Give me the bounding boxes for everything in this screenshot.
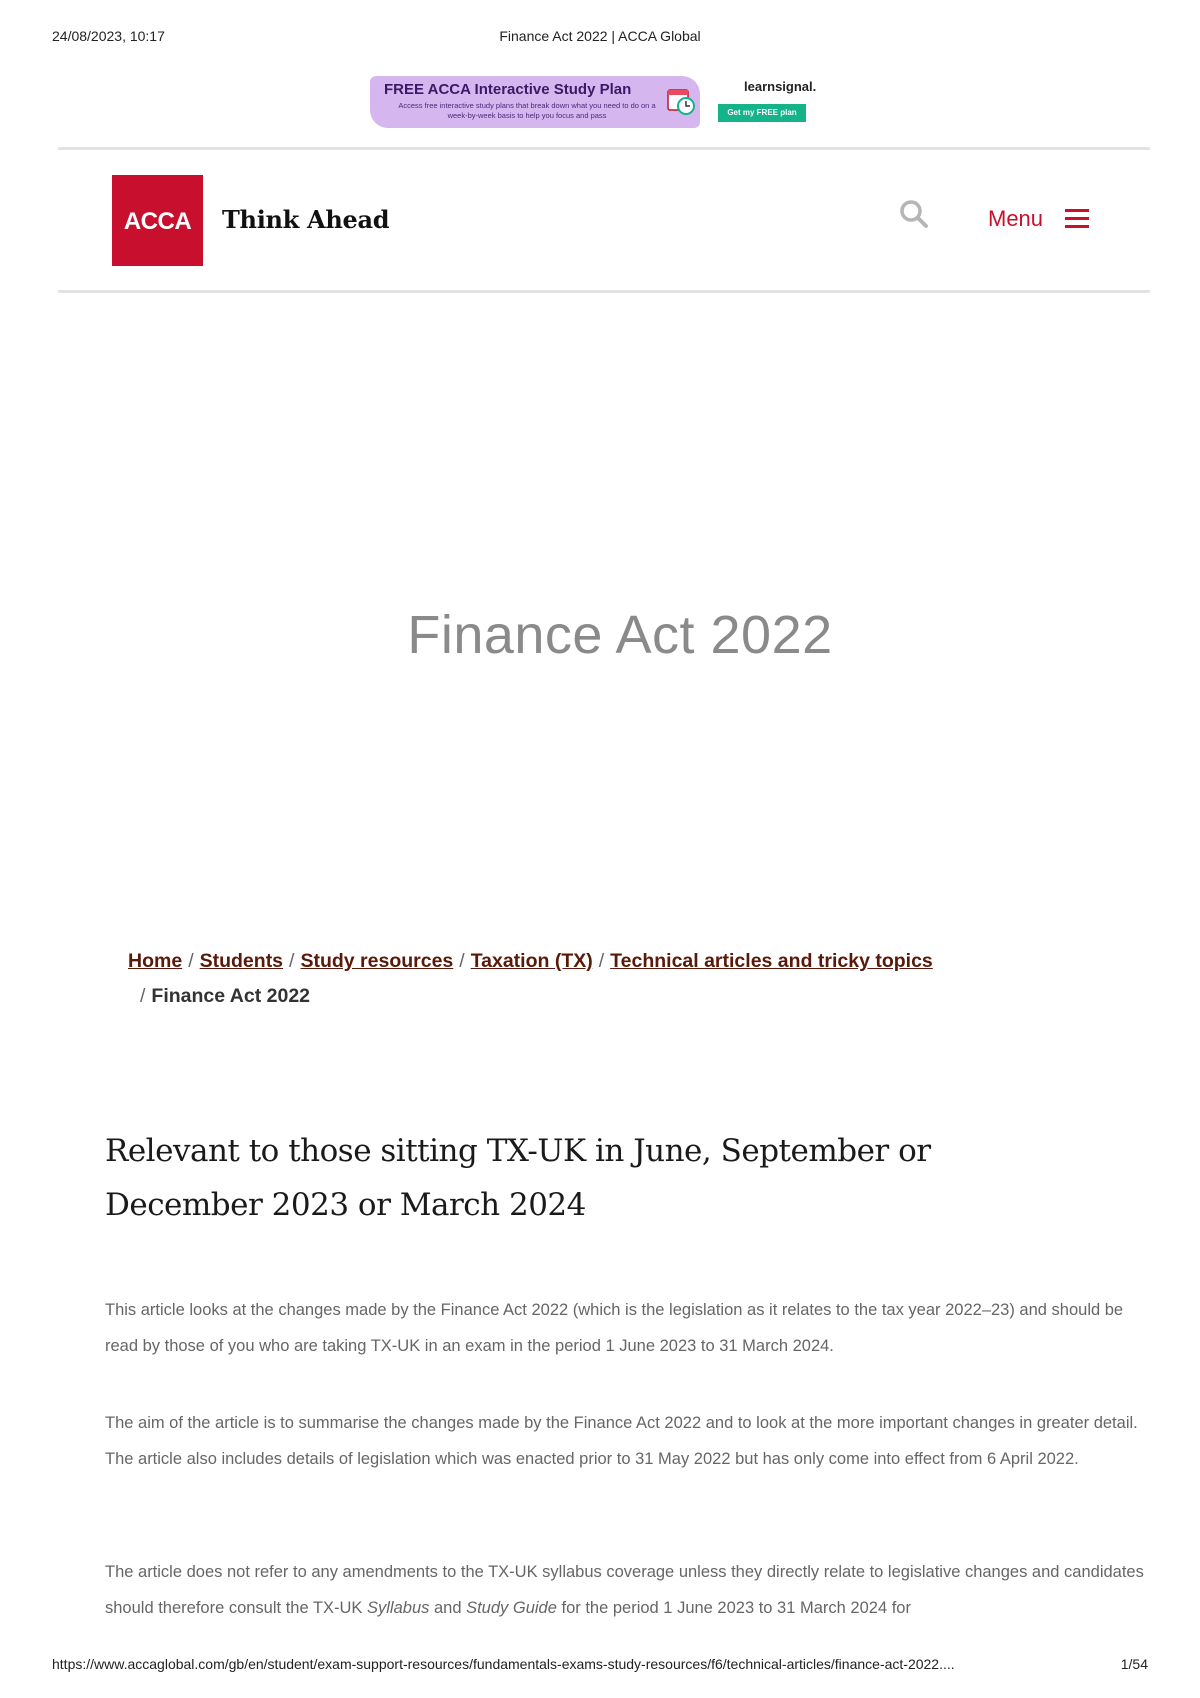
breadcrumb-current: Finance Act 2022 [151,985,311,1007]
breadcrumb-separator: / [140,985,146,1007]
banner-background [370,76,700,128]
breadcrumb-separator: / [289,950,295,972]
banner-subtitle: Access free interactive study plans that break down what you need to do on a week-by-week basis to help you focus and pass [398,101,656,120]
acca-logo-text: ACCA [123,208,192,235]
acca-logo[interactable] [112,175,203,266]
learnsignal-logo: learnsignal. [744,79,817,94]
page-title: Finance Act 2022 [407,605,833,666]
hamburger-icon [1065,209,1089,229]
print-url: https://www.accaglobal.com/gb/en/student/exam-support-resources/fundamentals-exams-study-resources/f6/technical-articles/finance-act-2022.... [52,1656,955,1672]
subheading-line-2: December 2023 or March 2024 [105,1186,586,1223]
article-paragraph-1: This article looks at the changes made by the Finance Act 2022 (which is the legislation as it relates to the tax year 2022–23) and should be read by those of you who are taking TX-UK in an exam in the period 1 June 2023 to 31 March 2024. [105,1301,1124,1355]
breadcrumb-students[interactable]: Students [199,950,284,972]
print-document-title: Finance Act 2022 | ACCA Global [499,28,701,44]
search-icon[interactable] [898,198,930,230]
article-paragraph-3 [105,1554,1145,1626]
calendar-clock-icon [666,86,696,116]
print-timestamp: 24/08/2023, 10:17 [52,28,165,44]
header-bottom-divider [58,290,1150,293]
article-subheading [105,1124,1025,1232]
breadcrumb-home[interactable]: Home [128,950,183,972]
menu-label: Menu [988,206,1044,231]
paragraph-3-text: The article does not refer to any amendments to the TX-UK syllabus coverage unless they directly relate to legislative changes and candidates should therefore consult the TX-UK [105,1563,1144,1617]
article-paragraph-2: The aim of the article is to summarise the changes made by the Finance Act 2022 and to look at the more important changes in greater detail. The article also includes details of legislation which was enacted prior to 31 May 2022 but has only come into effect from 6 April 2022. [105,1414,1138,1468]
site-tagline: Think Ahead [222,205,390,234]
breadcrumb-study-resources[interactable]: Study resources [300,950,454,972]
breadcrumb-separator: / [598,950,605,972]
header-top-divider [58,147,1150,150]
menu-button[interactable] [988,204,1089,234]
breadcrumb-separator: / [188,950,194,972]
breadcrumb [128,944,1028,1014]
syllabus-term: Syllabus [367,1599,430,1617]
print-header [52,28,1148,48]
breadcrumb-technical-articles[interactable]: Technical articles and tricky topics [610,950,933,972]
print-page-number: 1/54 [1120,1656,1148,1672]
study-plan-banner-ad[interactable] [370,76,830,135]
subheading-line-1: Relevant to those sitting TX-UK in June, September or [105,1132,931,1169]
breadcrumb-taxation[interactable]: Taxation (TX) [470,950,593,972]
get-plan-button[interactable]: Get my FREE plan now! [718,104,806,122]
banner-title: FREE ACCA Interactive Study Plan [384,81,632,98]
paragraph-3-conjunction: and [429,1599,467,1617]
paragraph-3-text-end: for the period 1 June 2023 to 31 March 2024 for [556,1599,911,1617]
study-guide-term: Study Guide [466,1599,557,1617]
breadcrumb-separator: / [459,950,465,972]
